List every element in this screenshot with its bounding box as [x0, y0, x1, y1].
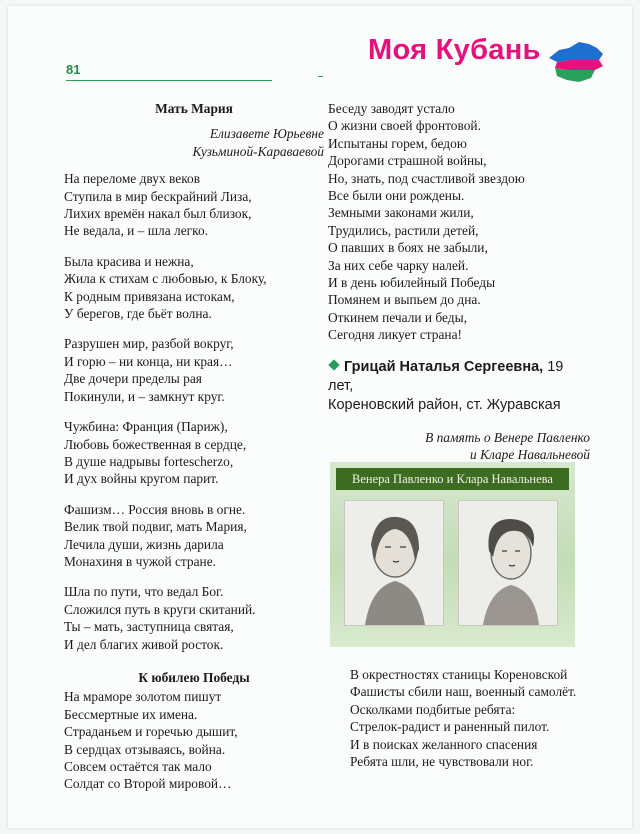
verse-line: Испытаны горем, бедою	[328, 135, 467, 151]
verse-line: Откинем печали и беды,	[328, 309, 467, 325]
stanza	[328, 100, 590, 344]
verse-line: К родным привязана истокам,	[64, 288, 235, 304]
verse-line: Совсем остаётся так мало	[64, 759, 212, 774]
author-place: Кореновский район, ст. Журавская	[328, 396, 561, 413]
poem-title: К юбилею Победы	[138, 669, 250, 685]
portrait-drawing-left	[344, 500, 444, 626]
stanza	[64, 688, 324, 792]
header-rule-tick	[318, 76, 323, 77]
verse-line: Фашизм… Россия вновь в огне.	[64, 501, 246, 517]
verse-line: И дел благих живой росток.	[64, 636, 224, 652]
header-rule	[66, 80, 272, 81]
verse-line: Осколками подбитые ребята:	[350, 701, 516, 717]
verse-line: О павших в боях не забыли,	[328, 240, 488, 256]
verse-line: Покинули, и – замкнут круг.	[64, 388, 225, 404]
diamond-bullet-icon	[328, 359, 339, 370]
verse-line: Трудились, растили детей,	[328, 222, 479, 238]
verse-line: У берегов, где бьёт волна.	[64, 306, 212, 322]
stanza	[64, 253, 324, 323]
page-number: 81	[66, 62, 81, 77]
verse-line: На мраморе золотом пишут	[64, 689, 222, 705]
verse-line: Монахиня в чужой стране.	[64, 553, 217, 569]
verse-line: И в день юбилейный Победы	[328, 275, 496, 291]
author-age: 19 лет,	[328, 358, 564, 394]
verse-line: Не ведала, и – шла легко.	[64, 223, 208, 239]
dedication-line: В память о Венере Павленко	[425, 429, 590, 445]
verse-line: О жизни своей фронтовой.	[328, 118, 481, 134]
verse-line: Дорогами страшной войны,	[328, 153, 487, 169]
dedication-line: и Кларе Навальневой	[470, 447, 590, 463]
poem-dedication	[328, 429, 590, 464]
verse-line: Ступила в мир бескрайний Лиза,	[64, 188, 252, 204]
verse-line: Беседу заводят устало	[328, 101, 455, 116]
verse-line: За них себе чарку налей.	[328, 257, 469, 273]
verse-line: И дух войны кругом парит.	[64, 471, 219, 487]
verse-line: И в поисках желанного спасения	[350, 736, 538, 752]
verse-line: Стрелок-радист и раненный пилот.	[350, 719, 550, 735]
verse-line: На переломе двух веков	[64, 171, 201, 187]
verse-line: Ребята шли, не чувствовали ног.	[350, 754, 534, 770]
portrait-image	[330, 462, 575, 647]
dedication-line: Елизавете Юрьевне	[209, 126, 324, 142]
krasnodar-map-logo	[545, 38, 607, 84]
portrait-drawing-right	[458, 500, 558, 626]
stanza	[64, 501, 324, 571]
verse-line: Ты – мать, заступница святая,	[64, 619, 234, 635]
stanza	[64, 170, 324, 240]
verse-line: Велик твой подвиг, мать Мария,	[64, 519, 247, 535]
verse-line: Была красива и нежна,	[64, 253, 194, 269]
verse-line: Любовь божественная в сердце,	[64, 436, 247, 452]
poem-title: Мать Мария	[155, 101, 233, 116]
image-caption: Венера Павленко и Клара Навальнева	[336, 468, 569, 490]
verse-line: В душе надрывы fortescherzo,	[64, 453, 234, 469]
stanza	[64, 418, 324, 488]
dedication-line: Кузьминой-Караваевой	[192, 143, 324, 159]
verse-line: Солдат со Второй мировой…	[64, 776, 232, 792]
verse-line: И горю – ни конца, ни края…	[64, 353, 233, 369]
verse-line: Сегодня ликует страна!	[328, 327, 462, 343]
verse-line: Помянем и выпьем до дна.	[328, 292, 481, 308]
verse-line: Но, знать, под счастливой звездою	[328, 170, 525, 186]
verse-line: Сложился путь в круги скитаний.	[64, 601, 256, 617]
stanza	[64, 335, 324, 405]
verse-line: Лихих времён накал был близок,	[64, 206, 252, 222]
verse-line: В окрестностях станицы Кореновской	[350, 667, 568, 682]
verse-line: Бессмертные их имена.	[64, 706, 198, 722]
verse-line: Фашисты сбили наш, военный самолёт.	[350, 684, 577, 700]
author-block	[328, 358, 590, 415]
verse-line: Чужбина: Франция (Париж),	[64, 419, 228, 435]
verse-line: Шла по пути, что ведал Бог.	[64, 584, 224, 600]
magazine-brand: Моя Кубань	[368, 34, 541, 66]
verse-line: Земными законами жили,	[328, 205, 474, 221]
left-column	[64, 100, 324, 806]
poem-dedication	[64, 125, 324, 160]
verse-line: Две дочери пределы рая	[64, 371, 202, 387]
stanza	[64, 583, 324, 653]
verse-line: Страданьем и горечью дышит,	[64, 724, 238, 740]
author-name: Грицай Наталья Сергеевна,	[344, 358, 544, 375]
verse-line: Все были они рождены.	[328, 188, 465, 204]
right-column	[328, 100, 590, 464]
poem-text	[350, 666, 600, 770]
verse-line: Лечила души, жизнь дарила	[64, 536, 224, 552]
verse-line: В сердцах отзываясь, война.	[64, 741, 226, 757]
verse-line: Жила к стихам с любовью, к Блоку,	[64, 271, 267, 287]
verse-line: Разрушен мир, разбой вокруг,	[64, 336, 234, 352]
